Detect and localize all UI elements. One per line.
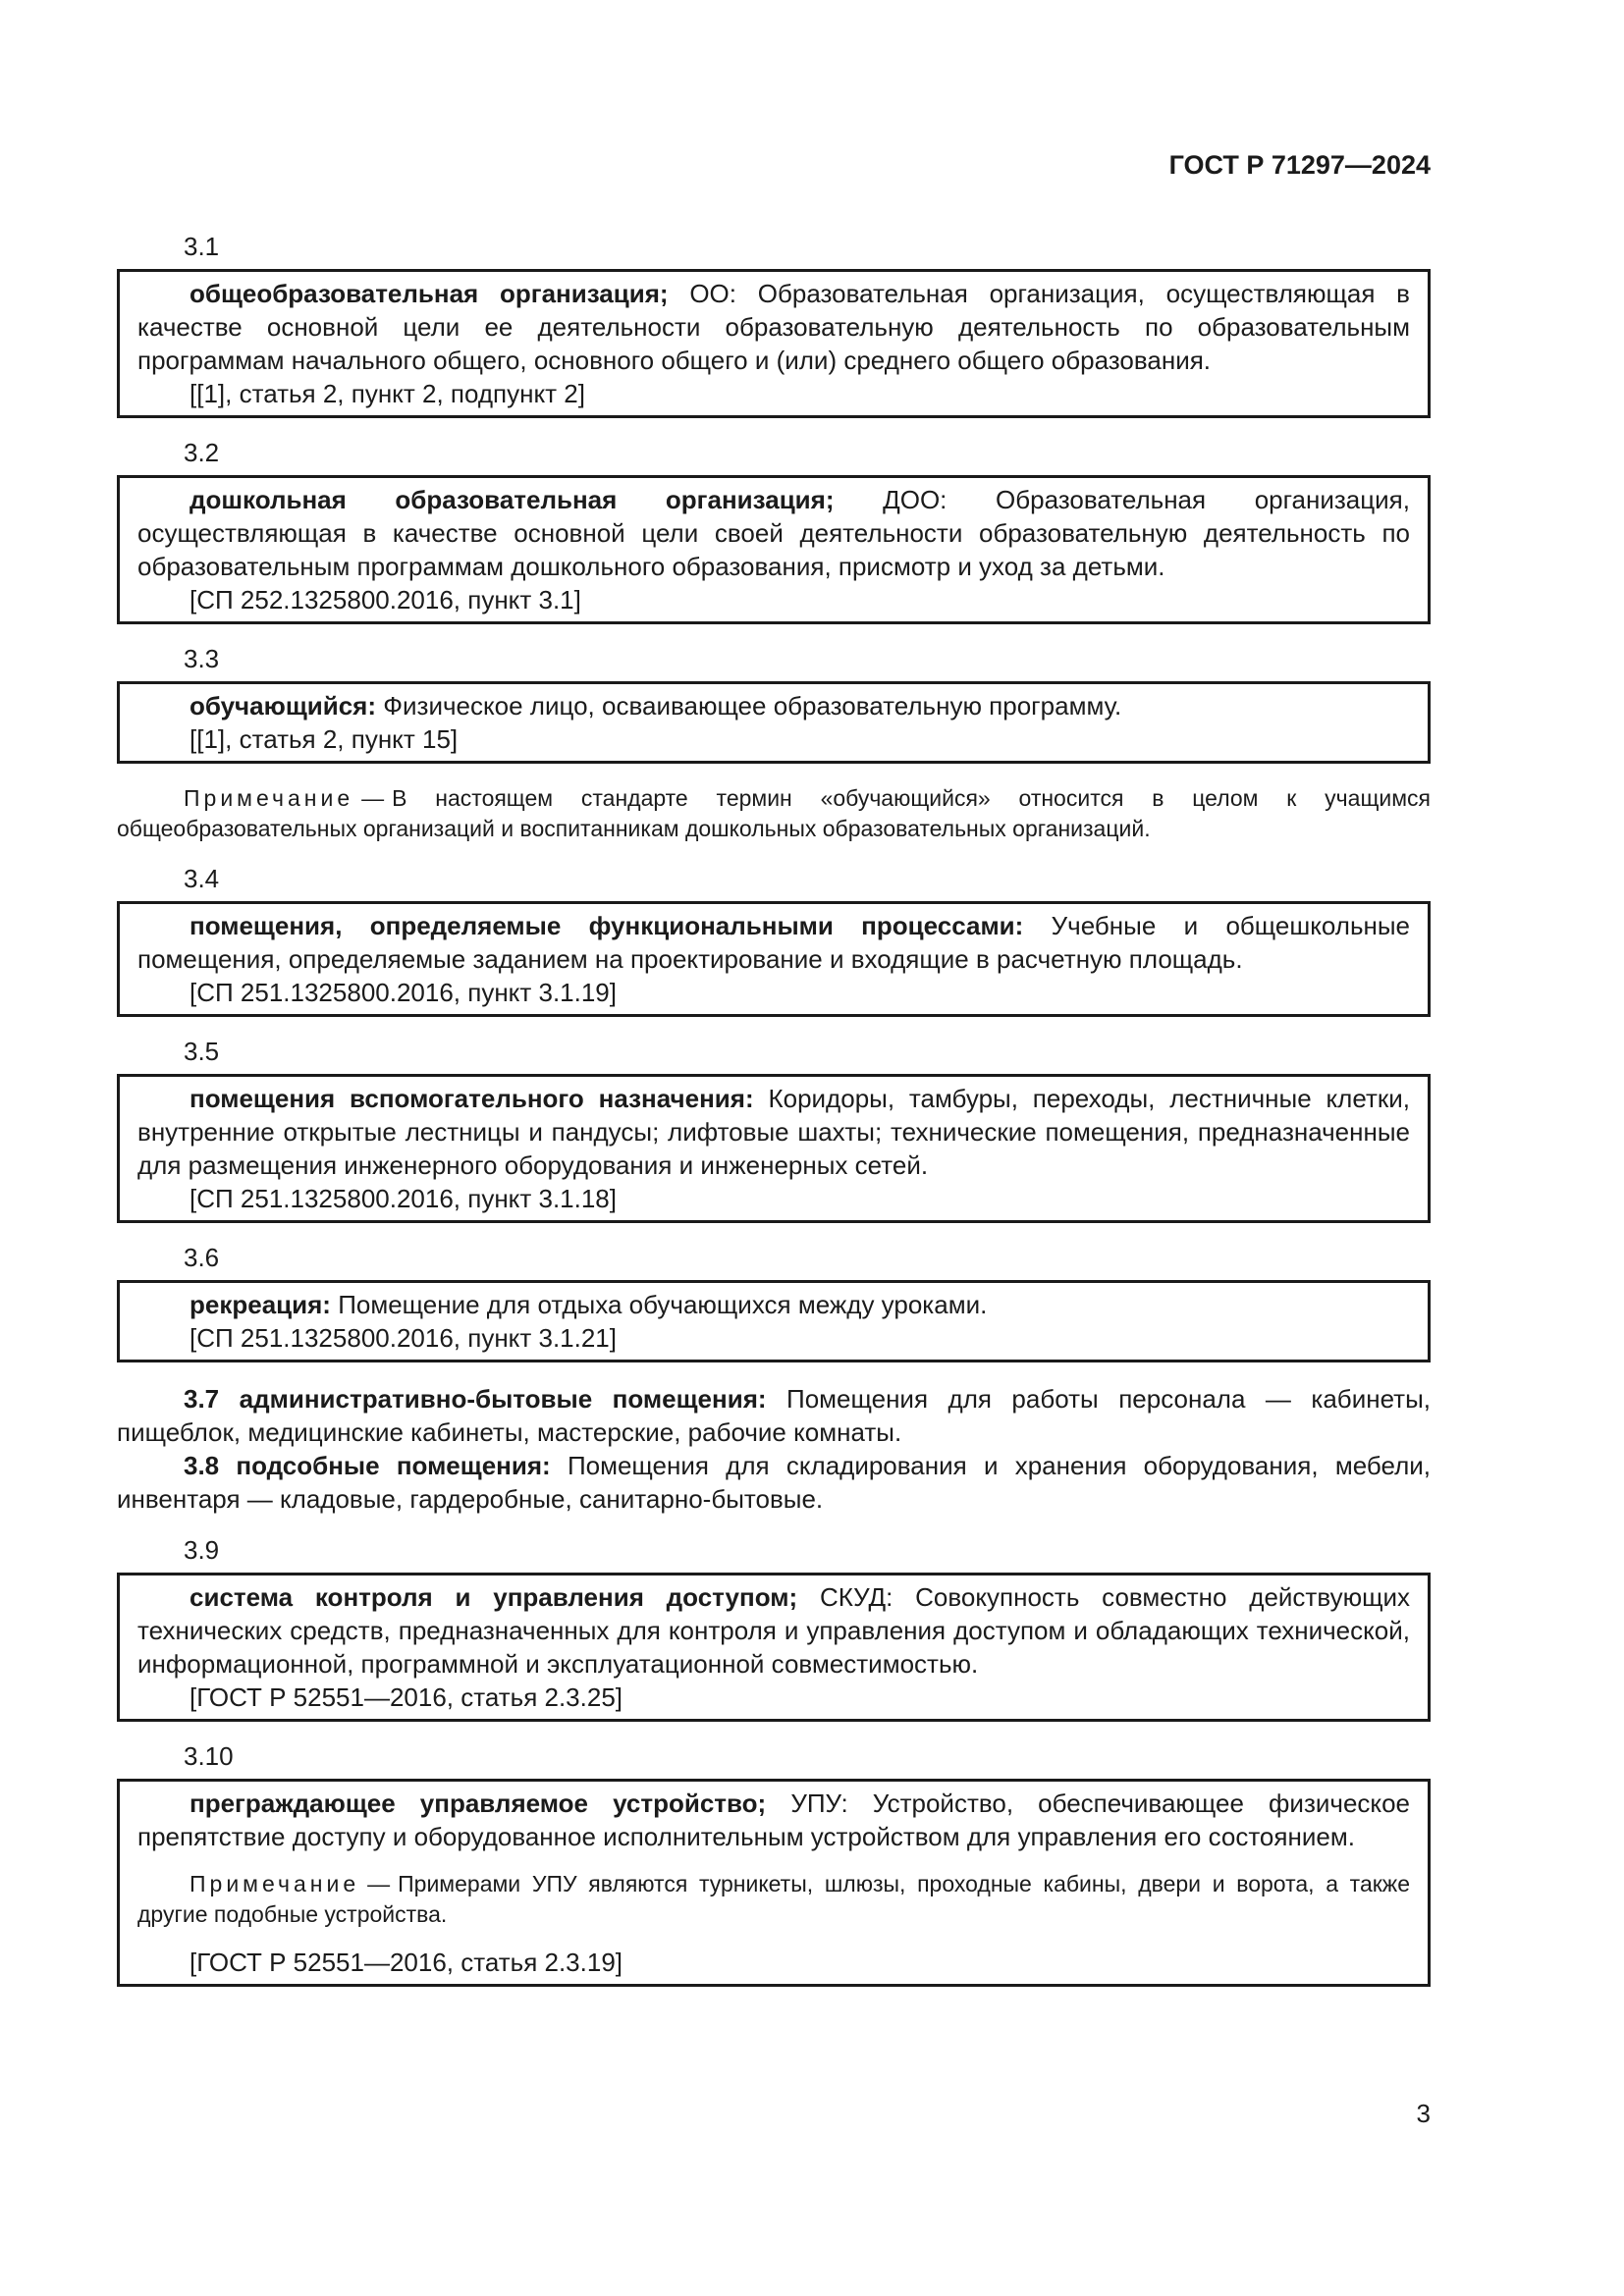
term-text: обучающийся:	[189, 691, 377, 721]
section-3-7-number: 3.7	[184, 1384, 220, 1414]
section-3-3-number: 3.3	[184, 644, 220, 673]
definition-text: Помещение для отдыха обучающихся между уроками.	[338, 1290, 988, 1319]
definition-text: СКУД: Совокупность совместно действующих технических средств, предназначенных для контроля и управления доступом и обладающих технической, информационной, программной и эксплуатационной совместимостью.	[137, 1582, 1410, 1679]
definition-text: ДОО: Образовательная организация, осуществляющая в качестве основной цели своей деятельности образовательную деятельность по образовательным программам дошкольного образования, присмотр и уход за детьми.	[137, 485, 1410, 581]
note-dash: —	[361, 785, 385, 811]
definition-box-3-1	[117, 269, 1431, 418]
page-number: 3	[1416, 2099, 1431, 2128]
page-content	[117, 152, 1431, 1987]
definition-text: Учебные и общешкольные помещения, определяемые заданием на проектирование и входящие в расчетную площадь.	[137, 911, 1410, 974]
section-3-8-number: 3.8	[184, 1451, 220, 1480]
term-text: рекреация:	[189, 1290, 331, 1319]
definition-text: Помещения для работы персонала — кабинеты, пищеблок, медицинские кабинеты, мастерские, рабочие комнаты.	[117, 1384, 1431, 1447]
note-text: В настоящем стандарте термин «обучающийся» относится в целом к учащимся общеобразовательных организаций и воспитанникам дошкольных образовательных организаций.	[117, 785, 1431, 841]
source-reference: [ГОСТ Р 52551—2016, статья 2.3.25]	[189, 1682, 623, 1712]
source-reference: [[1], статья 2, пункт 2, подпункт 2]	[189, 379, 585, 408]
definition-text: Помещения для складирования и хранения оборудования, мебели, инвентаря — кладовые, гардеробные, санитарно-бытовые.	[117, 1451, 1431, 1514]
note-inside-3-10	[137, 1869, 1410, 1930]
section-3-5-number: 3.5	[184, 1037, 220, 1066]
definition-paragraph	[137, 1787, 1410, 1853]
source-reference: [СП 252.1325800.2016, пункт 3.1]	[189, 585, 581, 614]
definition-box-3-6	[117, 1280, 1431, 1362]
section-3-1-number: 3.1	[184, 232, 220, 261]
section-3-6-number: 3.6	[184, 1243, 220, 1272]
definition-paragraph	[137, 483, 1410, 583]
note-dash: —	[367, 1871, 391, 1896]
section-3-7-paragraph	[117, 1382, 1431, 1449]
definition-text: Физическое лицо, осваивающее образовательную программу.	[383, 691, 1122, 721]
term-text: общеобразовательная организация;	[189, 279, 669, 308]
note-after-3-3	[117, 783, 1431, 844]
definition-box-3-9	[117, 1573, 1431, 1722]
term-text: помещения вспомогательного назначения:	[189, 1084, 754, 1113]
definition-text: ОО: Образовательная организация, осуществляющая в качестве основной цели ее деятельности образовательную деятельность по образовательным программам начального общего, основного общего и (или) среднего общего образования.	[137, 279, 1410, 375]
definition-paragraph	[137, 1580, 1410, 1681]
term-text: административно-бытовые помещения:	[239, 1384, 767, 1414]
note-label: Примечание	[184, 785, 354, 811]
section-3-2-number: 3.2	[184, 438, 220, 467]
term-text: помещения, определяемые функциональными процессами:	[189, 911, 1024, 940]
source-reference: [[1], статья 2, пункт 15]	[189, 724, 459, 754]
source-reference: [СП 251.1325800.2016, пункт 3.1.21]	[189, 1323, 617, 1353]
section-3-9-number: 3.9	[184, 1535, 220, 1565]
definition-box-3-10	[117, 1779, 1431, 1987]
term-text: преграждающее управляемое устройство;	[189, 1789, 767, 1818]
source-reference: [СП 251.1325800.2016, пункт 3.1.18]	[189, 1184, 617, 1213]
definition-paragraph	[137, 1082, 1410, 1182]
term-text: дошкольная образовательная организация;	[189, 485, 835, 514]
section-number-and-term	[184, 1384, 767, 1414]
section-3-10-number: 3.10	[184, 1741, 234, 1771]
definition-paragraph	[137, 909, 1410, 976]
term-text: система контроля и управления доступом;	[189, 1582, 798, 1612]
section-number-and-term	[184, 1451, 551, 1480]
source-reference: [СП 251.1325800.2016, пункт 3.1.19]	[189, 978, 617, 1007]
definition-box-3-4	[117, 901, 1431, 1017]
definition-text: Коридоры, тамбуры, переходы, лестничные клетки, внутренние открытые лестницы и пандусы; лифтовые шахты; технические помещения, предназначенные для размещения инженерного оборудования и инженерных сетей.	[137, 1084, 1410, 1180]
definition-paragraph	[137, 277, 1410, 377]
definition-box-3-2	[117, 475, 1431, 624]
note-text: Примерами УПУ являются турникеты, шлюзы, проходные кабины, двери и ворота, а также другие подобные устройства.	[137, 1871, 1410, 1927]
note-label: Примечание	[189, 1871, 360, 1896]
term-text: подсобные помещения:	[236, 1451, 551, 1480]
definition-box-3-5	[117, 1074, 1431, 1223]
section-3-8-paragraph	[117, 1449, 1431, 1516]
document-code: ГОСТ Р 71297—2024	[1168, 150, 1431, 180]
source-reference: [ГОСТ Р 52551—2016, статья 2.3.19]	[189, 1948, 623, 1977]
definition-paragraph	[137, 689, 1410, 722]
definition-box-3-3	[117, 681, 1431, 764]
definition-paragraph	[137, 1288, 1410, 1321]
section-3-4-number: 3.4	[184, 864, 220, 893]
definition-text: УПУ: Устройство, обеспечивающее физическое препятствие доступу и оборудованное исполнительным устройством для управления его состоянием.	[137, 1789, 1410, 1851]
